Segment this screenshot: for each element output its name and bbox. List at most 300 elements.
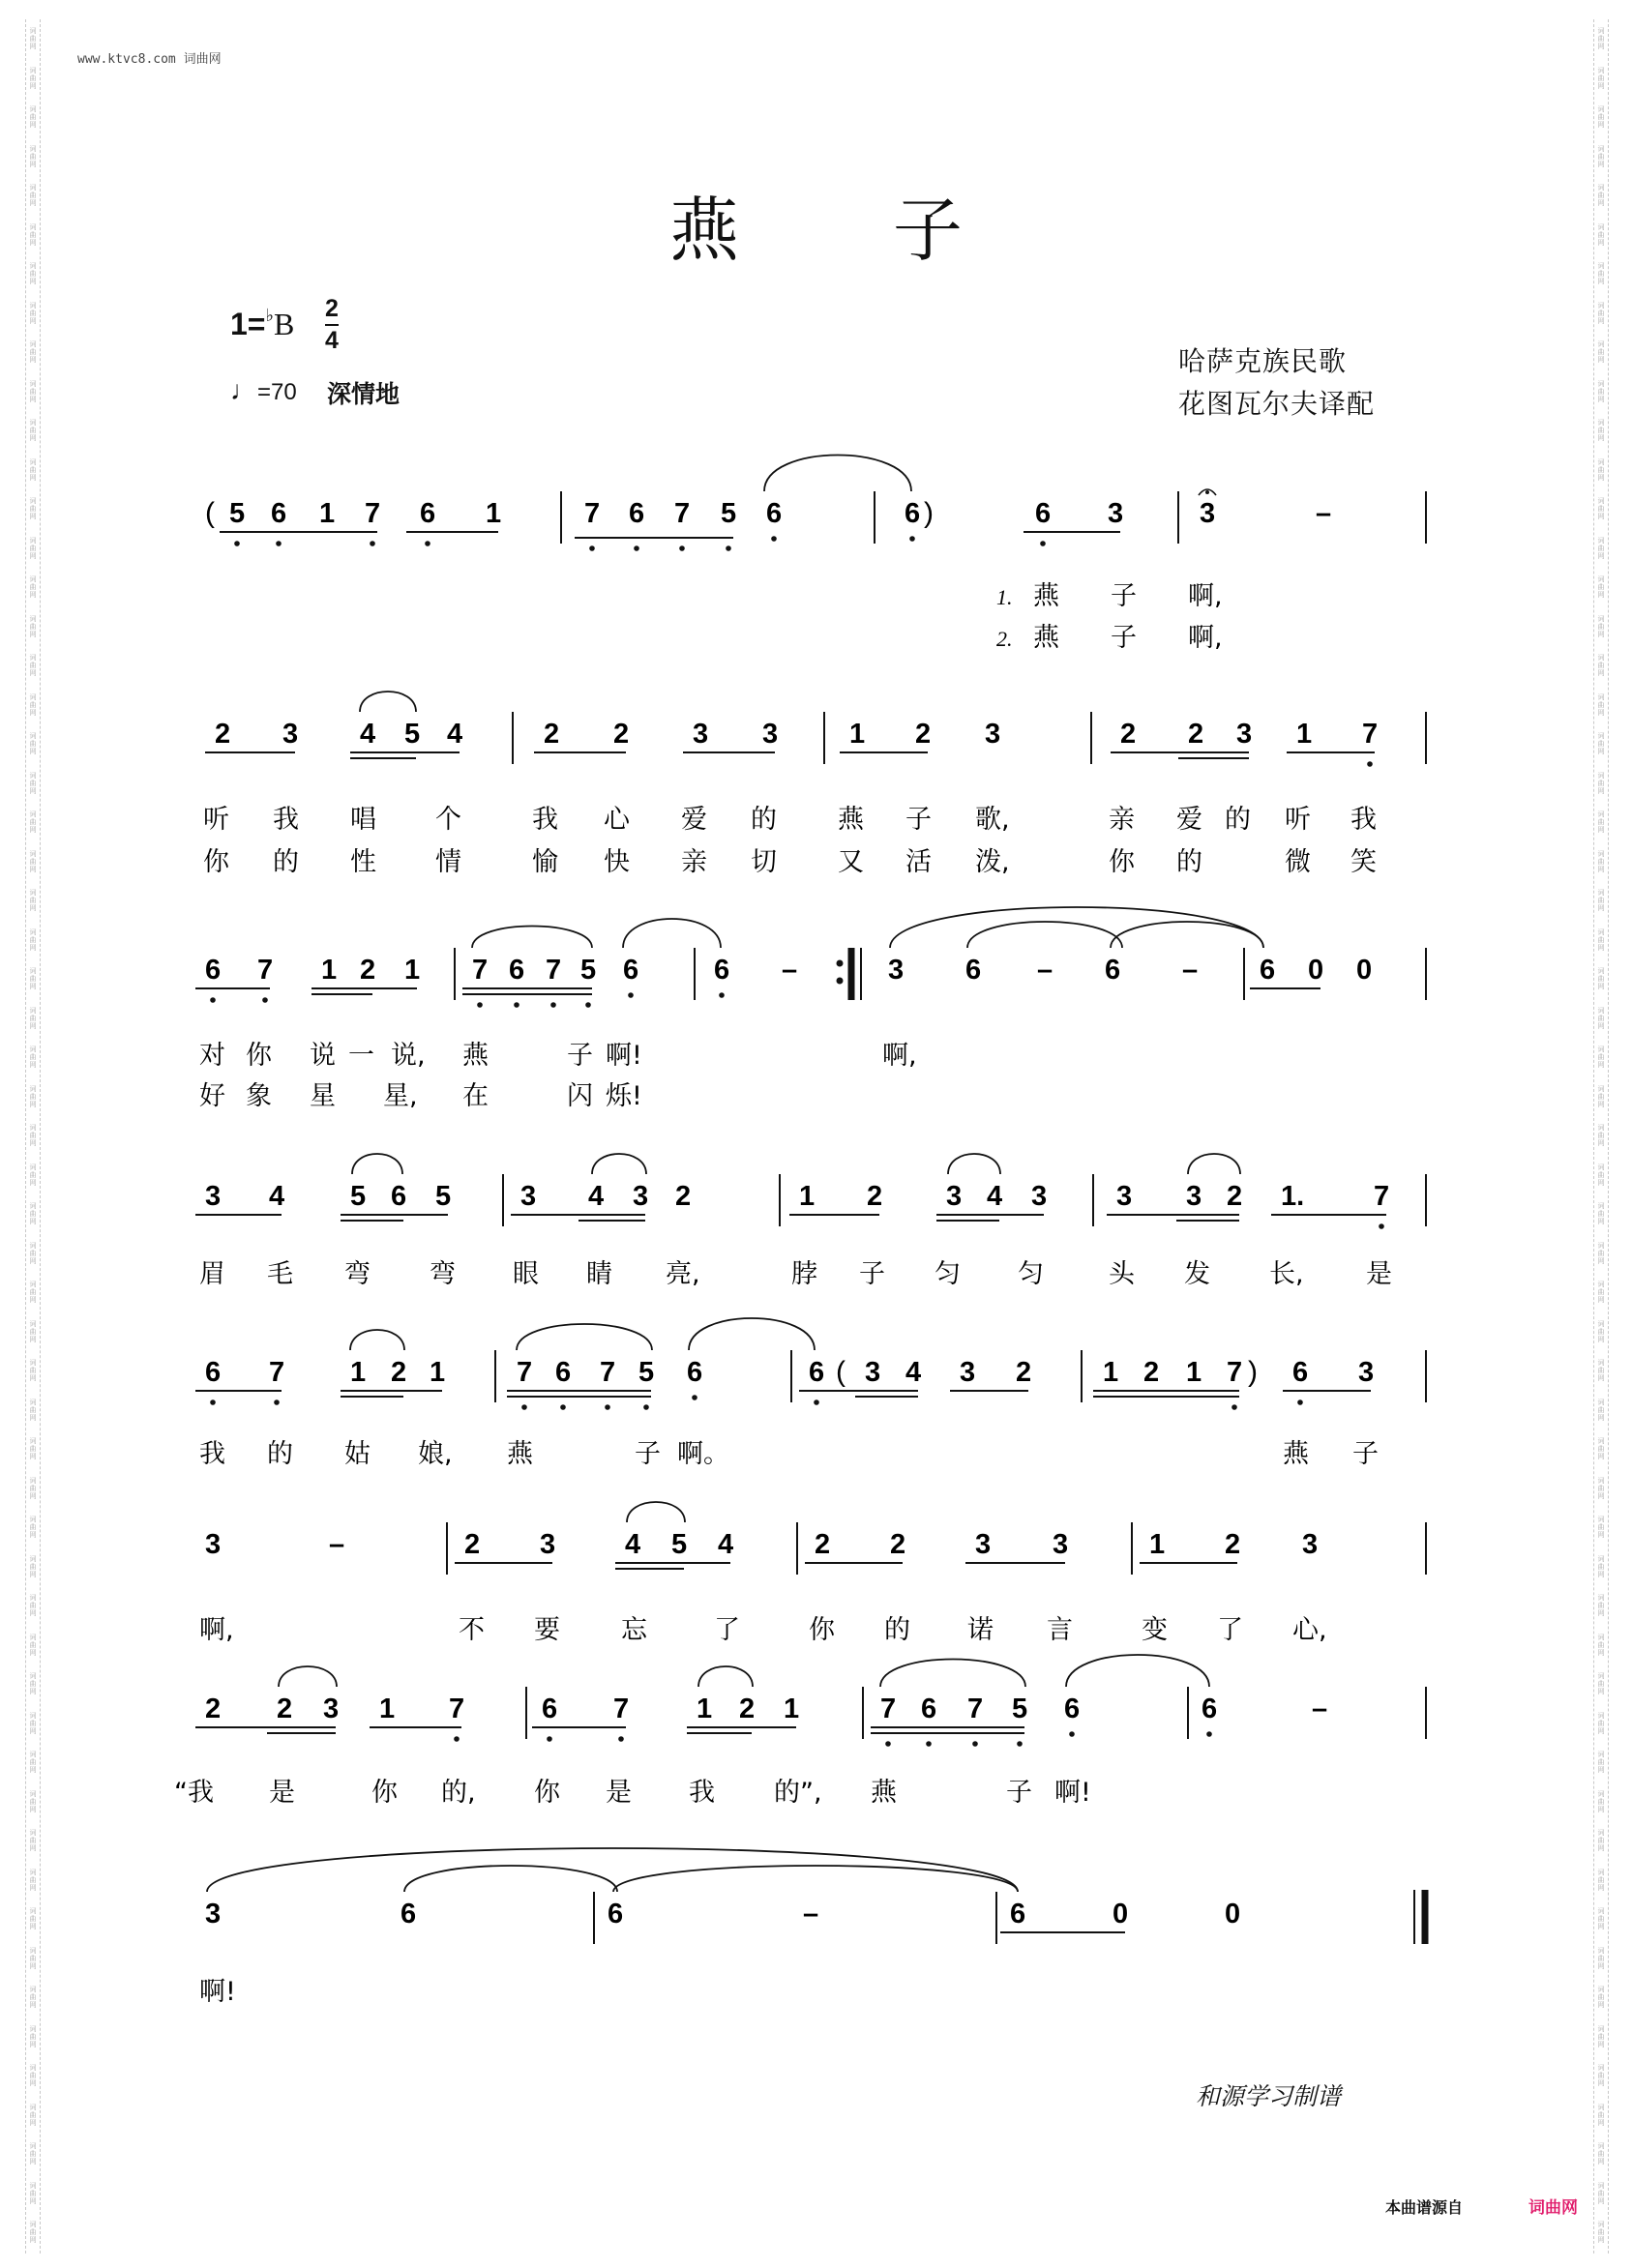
note: 1 (849, 719, 866, 750)
note: 3 (693, 719, 709, 750)
side-watermark-mark: 词 曲 网 (1597, 928, 1605, 952)
side-watermark-mark: 词 曲 网 (29, 66, 37, 90)
lyric-syllable: 好 (199, 1081, 225, 1111)
note: 1. (1281, 1181, 1305, 1212)
lyric-syllable: “我 (174, 1778, 214, 1808)
note: 4 (905, 1357, 922, 1388)
low-octave-dot (618, 1736, 624, 1742)
lyric-syllable: 烁! (606, 1081, 642, 1111)
footer-source-label: 本曲谱源自 (1385, 2198, 1464, 2217)
lyric-syllable: 你 (203, 847, 229, 877)
lyric-syllable: 心, (1292, 1615, 1327, 1645)
lyric-syllable: 言 (1047, 1615, 1073, 1645)
lyric-syllable: 性 (350, 847, 376, 877)
dash: – (1316, 498, 1332, 529)
lyric-syllable: 亲 (1109, 805, 1135, 835)
lyric-syllable: 心 (604, 805, 630, 835)
lyric-syllable: 燕 (1033, 581, 1059, 611)
paren: ( (205, 497, 215, 529)
side-watermark-mark: 词 曲 网 (1597, 1163, 1605, 1187)
note: 3 (1031, 1181, 1048, 1212)
note: 1 (350, 1357, 367, 1388)
low-octave-dot (274, 1399, 280, 1405)
side-watermark-mark: 词 曲 网 (1597, 1476, 1605, 1500)
side-watermark-mark: 词 曲 网 (1597, 1946, 1605, 1970)
note: 1 (1296, 719, 1313, 750)
lyric-syllable: 燕 (838, 805, 864, 835)
note: 0 (1308, 955, 1324, 986)
lyric-syllable: 的, (441, 1778, 476, 1808)
low-octave-dot (719, 992, 725, 998)
side-watermark-mark: 词 曲 网 (29, 1241, 37, 1265)
side-watermark-mark: 词 曲 网 (1597, 849, 1605, 873)
slur (967, 922, 1122, 948)
note: 7 (517, 1357, 533, 1388)
slur (698, 1666, 753, 1687)
note: 2 (277, 1694, 293, 1724)
side-watermark-mark: 词 曲 网 (29, 849, 37, 873)
note: 3 (1186, 1181, 1202, 1212)
lyric-syllable: 个 (435, 805, 461, 835)
note: 5 (638, 1357, 655, 1388)
side-watermark-mark: 词 曲 网 (1597, 27, 1605, 50)
lyric-syllable: 子 (905, 805, 932, 835)
side-watermark-mark: 词 曲 网 (1597, 457, 1605, 482)
note: 3 (888, 955, 905, 986)
side-watermark-mark: 词 曲 网 (1597, 1516, 1605, 1539)
low-octave-dot (585, 1002, 591, 1008)
note: 2 (1016, 1357, 1032, 1388)
lyric-syllable: 子 (859, 1259, 885, 1289)
side-watermark-mark: 词 曲 网 (1597, 1751, 1605, 1774)
side-watermark-mark: 词 曲 网 (1597, 1398, 1605, 1422)
side-watermark-mark: 词 曲 网 (29, 1084, 37, 1108)
lyric-syllable: 爱 (1176, 805, 1202, 835)
side-watermark-mark: 词 曲 网 (29, 2142, 37, 2165)
low-octave-dot (1297, 1399, 1303, 1405)
side-watermark-mark: 词 曲 网 (29, 497, 37, 520)
low-octave-dot (547, 1736, 552, 1742)
score-maker: 和源学习制谱 (1196, 2082, 1342, 2110)
side-watermark-mark: 词 曲 网 (29, 1711, 37, 1735)
lyric-syllable: 燕 (507, 1439, 533, 1469)
time-numerator: 2 (325, 295, 339, 322)
low-octave-dot (643, 1404, 649, 1410)
side-watermark-mark: 词 曲 网 (1597, 1554, 1605, 1578)
note: 3 (1358, 1357, 1375, 1388)
note: 0 (1113, 1899, 1129, 1929)
side-watermark-mark: 词 曲 网 (29, 1986, 37, 2009)
side-watermark-mark: 词 曲 网 (1597, 1241, 1605, 1265)
side-watermark-mark: 词 曲 网 (29, 379, 37, 403)
lyric-syllable: 你 (809, 1615, 835, 1645)
note: 3 (205, 1529, 222, 1560)
note: 2 (867, 1181, 883, 1212)
lyric-syllable: 你 (371, 1778, 398, 1808)
side-watermark-mark: 词 曲 网 (1597, 1907, 1605, 1930)
note: 3 (633, 1181, 649, 1212)
note: 7 (967, 1694, 984, 1724)
side-watermark-mark: 词 曲 网 (29, 654, 37, 677)
expression-marking: 深情地 (327, 380, 401, 408)
low-octave-dot (909, 536, 915, 542)
note: 4 (718, 1529, 734, 1560)
note: 2 (464, 1529, 481, 1560)
note: 5 (721, 498, 737, 529)
side-watermark-mark: 词 曲 网 (1597, 419, 1605, 442)
lyric-syllable: 的”, (774, 1778, 822, 1808)
side-watermark-mark: 词 曲 网 (1597, 1789, 1605, 1813)
low-octave-dot (514, 1002, 519, 1008)
note: 3 (960, 1357, 976, 1388)
note: 6 (921, 1694, 937, 1724)
side-watermark-mark: 词 曲 网 (29, 889, 37, 912)
note: 1 (697, 1694, 713, 1724)
low-octave-dot (628, 992, 634, 998)
side-watermark-mark: 词 曲 网 (29, 27, 37, 50)
lyric-syllable: 的 (267, 1439, 293, 1469)
side-watermark-mark: 词 曲 网 (1597, 1124, 1605, 1147)
dash: – (1182, 955, 1199, 986)
side-watermark-mark: 词 曲 网 (1597, 1202, 1605, 1225)
note: 4 (625, 1529, 641, 1560)
side-watermark-mark: 词 曲 网 (1597, 2103, 1605, 2127)
note: 6 (1035, 498, 1052, 529)
side-watermark-mark: 词 曲 网 (29, 1046, 37, 1069)
low-octave-dot (454, 1736, 460, 1742)
side-watermark-mark: 词 曲 网 (1597, 1084, 1605, 1108)
side-watermark-mark: 词 曲 网 (29, 1124, 37, 1147)
note: 2 (205, 1694, 222, 1724)
side-watermark-mark: 词 曲 网 (1597, 889, 1605, 912)
lyric-syllable: 快 (604, 847, 630, 877)
side-watermark-mark: 词 曲 网 (29, 1789, 37, 1813)
note: 6 (205, 955, 222, 986)
note: 2 (1143, 1357, 1160, 1388)
note: 6 (608, 1899, 624, 1929)
note: 6 (555, 1357, 572, 1388)
side-watermark-mark: 词 曲 网 (29, 536, 37, 560)
note: 1 (784, 1694, 800, 1724)
lyric-syllable: 我 (1350, 805, 1377, 835)
note: 3 (985, 719, 1001, 750)
slur (1188, 1154, 1240, 1174)
note: 7 (472, 955, 489, 986)
side-watermark-mark: 词 曲 网 (29, 1398, 37, 1422)
note: 7 (269, 1357, 285, 1388)
slur (623, 919, 721, 948)
lyric-syllable: 亲 (681, 847, 707, 877)
note: 6 (391, 1181, 407, 1212)
lyric-syllable: 你 (534, 1778, 560, 1808)
note: 5 (229, 498, 246, 529)
side-watermark-mark: 词 曲 网 (1597, 340, 1605, 364)
lyric-syllable: 燕 (1033, 623, 1059, 653)
flat-sign-icon: ♭ (265, 306, 274, 325)
lyric-syllable: 子 (1111, 623, 1137, 653)
side-watermark-mark: 词 曲 网 (29, 105, 37, 129)
side-watermark-mark: 词 曲 网 (29, 2024, 37, 2048)
side-watermark-mark: 词 曲 网 (29, 928, 37, 952)
side-watermark-mark: 词 曲 网 (29, 2181, 37, 2205)
note: 3 (1200, 498, 1216, 529)
lyric-syllable: 不 (459, 1615, 485, 1645)
side-watermark-mark: 词 曲 网 (29, 144, 37, 168)
note: 5 (435, 1181, 452, 1212)
side-watermark-mark: 词 曲 网 (1597, 1437, 1605, 1460)
note: 3 (1053, 1529, 1069, 1560)
note: 3 (865, 1357, 881, 1388)
slur (880, 1660, 1025, 1688)
low-octave-dot (262, 997, 268, 1003)
side-watermark-mark: 词 曲 网 (29, 340, 37, 364)
side-watermark-mark: 词 曲 网 (29, 575, 37, 599)
side-watermark-mark: 词 曲 网 (29, 1751, 37, 1774)
note: 2 (739, 1694, 756, 1724)
lyric-syllable: 眉 (199, 1259, 225, 1289)
low-octave-dot (726, 545, 731, 551)
side-watermark-mark: 词 曲 网 (1597, 1829, 1605, 1852)
lyric-syllable: 听 (203, 805, 229, 835)
note: 7 (365, 498, 381, 529)
lyric-syllable: 燕 (1283, 1439, 1309, 1469)
low-octave-dot (589, 545, 595, 551)
low-octave-dot (210, 1399, 216, 1405)
lyric-syllable: 歌, (975, 805, 1010, 835)
note: 3 (946, 1181, 963, 1212)
lyric-syllable: 要 (534, 1615, 560, 1645)
side-watermark-mark: 词 曲 网 (1597, 614, 1605, 638)
key-note: B (273, 307, 295, 341)
verse-number: 2. (996, 627, 1013, 651)
note: 6 (687, 1357, 703, 1388)
note: 3 (1302, 1529, 1319, 1560)
lyric-syllable: 的 (1176, 847, 1202, 877)
low-octave-dot (425, 541, 430, 546)
dash: – (1037, 955, 1053, 986)
slur (352, 1154, 402, 1174)
low-octave-dot (692, 1395, 697, 1400)
note: 6 (766, 498, 783, 529)
note: 6 (205, 1357, 222, 1388)
note: 4 (447, 719, 463, 750)
lyric-syllable: 的 (751, 805, 777, 835)
lyric-syllable: 子 (1006, 1778, 1032, 1808)
lyric-syllable: 星, (383, 1081, 418, 1111)
slur (948, 1154, 1000, 1174)
note: 7 (449, 1694, 465, 1724)
slur (517, 1324, 652, 1350)
side-watermark-mark: 词 曲 网 (1597, 222, 1605, 247)
side-watermark-mark: 词 曲 网 (1597, 1281, 1605, 1304)
lyric-syllable: 的 (1225, 805, 1251, 835)
side-watermark-mark: 词 曲 网 (1597, 575, 1605, 599)
note: 3 (205, 1899, 222, 1929)
side-watermark-mark: 词 曲 网 (1597, 1046, 1605, 1069)
lyric-syllable: 说 (310, 1041, 336, 1071)
lyric-syllable: 又 (838, 847, 864, 877)
slur (1066, 1655, 1209, 1687)
note: 0 (1225, 1899, 1241, 1929)
low-octave-dot (276, 541, 282, 546)
note: 7 (674, 498, 691, 529)
low-octave-dot (814, 1399, 819, 1405)
note: 6 (271, 498, 287, 529)
lyric-syllable: 弯 (430, 1259, 456, 1289)
note: 4 (360, 719, 376, 750)
note: 7 (1362, 719, 1379, 750)
note: 6 (542, 1694, 558, 1724)
note: 4 (588, 1181, 605, 1212)
note: 2 (1188, 719, 1204, 750)
note: 1 (1149, 1529, 1166, 1560)
note: 6 (629, 498, 645, 529)
lyric-syllable: 的 (273, 847, 299, 877)
note: 3 (323, 1694, 340, 1724)
lyric-syllable: 的 (884, 1615, 910, 1645)
note: 6 (1010, 1899, 1026, 1929)
quarter-note-icon: ♩ (230, 375, 257, 405)
side-watermark-mark: 词 曲 网 (1597, 2181, 1605, 2205)
low-octave-dot (885, 1741, 891, 1747)
side-watermark-mark: 词 曲 网 (29, 1868, 37, 1892)
side-watermark-mark: 词 曲 网 (29, 1319, 37, 1343)
note: 5 (580, 955, 597, 986)
verse-number: 1. (996, 585, 1013, 609)
note: 5 (350, 1181, 367, 1212)
side-watermark-mark: 词 曲 网 (1597, 1319, 1605, 1343)
slur (1111, 922, 1263, 948)
side-watermark-mark: 词 曲 网 (29, 1594, 37, 1617)
side-watermark-mark: 词 曲 网 (1597, 301, 1605, 325)
lyric-syllable: 亮, (666, 1259, 700, 1289)
note: 2 (890, 1529, 906, 1560)
note: 1 (379, 1694, 396, 1724)
note: 6 (809, 1357, 825, 1388)
side-watermark-mark: 词 曲 网 (29, 2064, 37, 2087)
lyric-syllable: 啊! (1054, 1778, 1091, 1808)
side-watermark-mark: 词 曲 网 (1597, 771, 1605, 795)
paren: ( (836, 1356, 846, 1388)
lyric-syllable: 忘 (621, 1615, 647, 1645)
side-watermark-mark: 词 曲 网 (29, 1202, 37, 1225)
low-octave-dot (1206, 1731, 1212, 1737)
side-watermark-mark: 词 曲 网 (1597, 105, 1605, 129)
side-watermark-mark: 词 曲 网 (1597, 732, 1605, 755)
low-octave-dot (550, 1002, 556, 1008)
note: 6 (509, 955, 525, 986)
lyric-syllable: 我 (532, 805, 558, 835)
note: 4 (987, 1181, 1003, 1212)
note: 3 (975, 1529, 992, 1560)
note: 6 (905, 498, 921, 529)
note: 6 (401, 1899, 417, 1929)
side-watermark-mark: 词 曲 网 (29, 184, 37, 207)
lyric-syllable: 笑 (1350, 847, 1377, 877)
side-watermark-mark: 词 曲 网 (1597, 144, 1605, 168)
note: 6 (1202, 1694, 1218, 1724)
side-watermark-mark: 词 曲 网 (1597, 2221, 1605, 2244)
note: 7 (1374, 1181, 1390, 1212)
dash: – (782, 955, 798, 986)
lyric-syllable: 爱 (681, 805, 707, 835)
lyric-syllable: 啊! (606, 1041, 642, 1071)
side-watermark-mark: 词 曲 网 (29, 301, 37, 325)
note: 7 (584, 498, 601, 529)
note: 5 (404, 719, 421, 750)
lyric-syllable: 我 (199, 1439, 225, 1469)
side-watermark-mark: 词 曲 网 (1597, 2064, 1605, 2087)
slur (404, 1866, 617, 1892)
side-watermark-mark: 词 曲 网 (29, 1359, 37, 1382)
note: 6 (623, 955, 639, 986)
lyric-syllable: 你 (246, 1041, 272, 1071)
side-watermark-mark: 词 曲 网 (29, 457, 37, 482)
note: 2 (1225, 1529, 1241, 1560)
low-octave-dot (1040, 541, 1046, 546)
note: 4 (269, 1181, 285, 1212)
side-watermark-mark: 词 曲 网 (29, 810, 37, 834)
side-watermark-mark: 词 曲 网 (1597, 1672, 1605, 1695)
lyric-syllable: 啊, (1188, 581, 1223, 611)
low-octave-dot (634, 545, 639, 551)
lyric-syllable: 变 (1142, 1615, 1168, 1645)
note: 1 (799, 1181, 816, 1212)
note: 6 (1292, 1357, 1309, 1388)
note: 1 (430, 1357, 446, 1388)
lyric-syllable: 啊, (882, 1041, 917, 1071)
note: 1 (404, 955, 421, 986)
side-watermark-mark: 词 曲 网 (29, 1006, 37, 1030)
lyric-syllable: 子 (635, 1439, 661, 1469)
side-watermark-mark: 词 曲 网 (29, 2103, 37, 2127)
slur (689, 1318, 815, 1350)
note: 6 (1260, 955, 1276, 986)
side-watermark-mark: 词 曲 网 (1597, 1594, 1605, 1617)
lyric-syllable: 燕 (462, 1041, 489, 1071)
note: 2 (1120, 719, 1137, 750)
side-watermark-mark: 词 曲 网 (1597, 184, 1605, 207)
note: 3 (205, 1181, 222, 1212)
side-watermark-mark: 词 曲 网 (29, 1907, 37, 1930)
fermata-dot (1205, 490, 1209, 494)
side-watermark-mark: 词 曲 网 (29, 1829, 37, 1852)
lyric-syllable: 啊! (199, 1977, 236, 2007)
side-watermark-mark: 词 曲 网 (1597, 967, 1605, 990)
side-watermark-mark: 词 曲 网 (1597, 692, 1605, 717)
lyric-syllable: 愉 (532, 847, 558, 877)
lyric-syllable: 诺 (967, 1615, 994, 1645)
slur (472, 927, 592, 949)
lyric-syllable: 啊。 (677, 1439, 729, 1469)
slur (592, 1154, 646, 1174)
lyric-syllable: 子 (567, 1041, 593, 1071)
low-octave-dot (521, 1404, 527, 1410)
side-watermark-mark: 词 曲 网 (29, 222, 37, 247)
key-prefix: 1= (230, 307, 266, 341)
side-watermark-mark: 词 曲 网 (1597, 1986, 1605, 2009)
side-watermark-mark: 词 曲 网 (1597, 1006, 1605, 1030)
lyric-syllable: 我 (273, 805, 299, 835)
low-octave-dot (234, 541, 240, 546)
note: 3 (520, 1181, 537, 1212)
note: 7 (546, 955, 562, 986)
side-watermark-mark: 词 曲 网 (1597, 810, 1605, 834)
side-watermark-mark: 词 曲 网 (1597, 1711, 1605, 1735)
side-watermark-mark: 词 曲 网 (1597, 536, 1605, 560)
note: 6 (420, 498, 436, 529)
side-watermark-mark: 词 曲 网 (29, 614, 37, 638)
